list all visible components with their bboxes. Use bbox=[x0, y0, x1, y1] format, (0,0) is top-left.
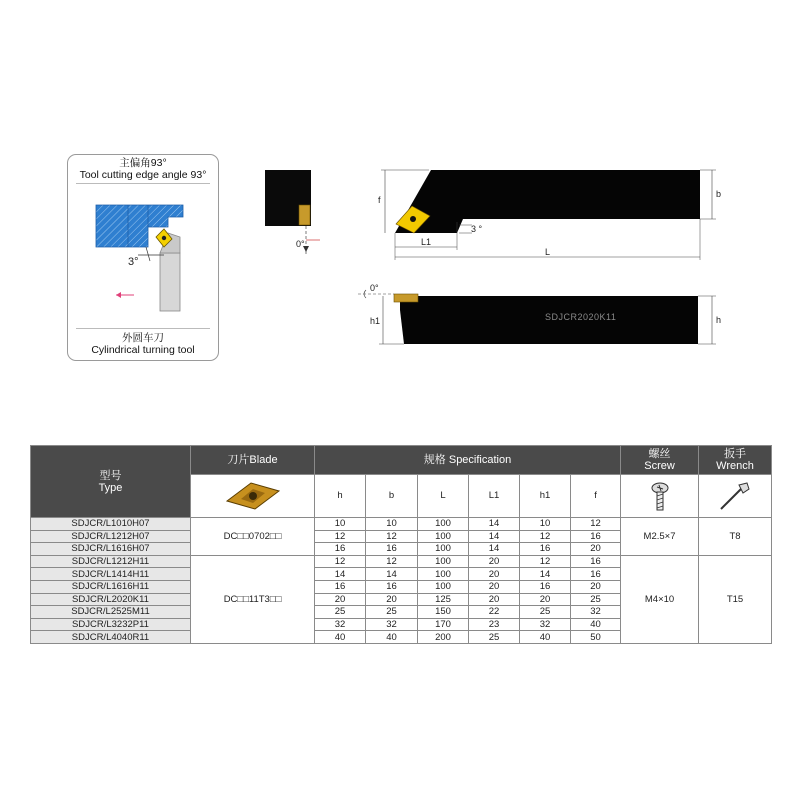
wrench-header-cn: 扳手 bbox=[724, 448, 747, 460]
cell-h1: 10 bbox=[520, 518, 571, 531]
wrench-header-en: Wrench bbox=[716, 460, 754, 472]
table-row-type: SDJCR/L1414H11 bbox=[31, 568, 191, 581]
cell-L: 200 bbox=[418, 631, 469, 644]
cell-L1: 20 bbox=[469, 568, 520, 581]
dim-h-label: h bbox=[716, 315, 722, 325]
cell-h: 25 bbox=[315, 606, 366, 619]
front-insert-icon bbox=[299, 205, 310, 225]
table-row-type: SDJCR/L1616H11 bbox=[31, 580, 191, 593]
cell-h: 40 bbox=[315, 631, 366, 644]
dim-L-label: L bbox=[545, 247, 551, 257]
cell-L1: 23 bbox=[469, 618, 520, 631]
cell-L1: 25 bbox=[469, 631, 520, 644]
dim-b-label: b bbox=[716, 189, 722, 199]
cell-h: 20 bbox=[315, 593, 366, 606]
wrench-cell: T8 bbox=[699, 518, 772, 556]
type-header bbox=[31, 446, 191, 518]
cell-h: 32 bbox=[315, 618, 366, 631]
type-header-cn: 型号 bbox=[99, 469, 122, 482]
table-row-type: SDJCR/L2020K11 bbox=[31, 593, 191, 606]
cell-h1: 20 bbox=[520, 593, 571, 606]
cell-f: 32 bbox=[571, 606, 621, 619]
table-row-type: SDJCR/L1616H07 bbox=[31, 543, 191, 556]
card-title-cn: 主偏角93° bbox=[119, 157, 167, 169]
cell-L: 125 bbox=[418, 593, 469, 606]
dim-h1-label: h1 bbox=[370, 316, 381, 326]
cell-h1: 25 bbox=[520, 606, 571, 619]
type-header-en: Type bbox=[98, 481, 123, 494]
side-angle-label: 0° bbox=[370, 283, 379, 293]
blade-image bbox=[191, 475, 315, 518]
cell-h1: 32 bbox=[520, 618, 571, 631]
col-b: b bbox=[366, 475, 418, 518]
wrench-image bbox=[699, 475, 772, 518]
cell-h1: 12 bbox=[520, 555, 571, 568]
cell-L1: 20 bbox=[469, 580, 520, 593]
table-row-type: SDJCR/L2525M11 bbox=[31, 606, 191, 619]
cell-L1: 20 bbox=[469, 555, 520, 568]
cell-b: 12 bbox=[366, 555, 418, 568]
table-row-type: SDJCR/L1212H07 bbox=[31, 530, 191, 543]
cell-b: 40 bbox=[366, 631, 418, 644]
cell-h1: 16 bbox=[520, 580, 571, 593]
cell-b: 10 bbox=[366, 518, 418, 531]
cell-h1: 12 bbox=[520, 530, 571, 543]
front-view bbox=[265, 170, 320, 256]
cell-f: 16 bbox=[571, 568, 621, 581]
cell-f: 16 bbox=[571, 530, 621, 543]
screw-image bbox=[621, 475, 699, 518]
col-L1: L1 bbox=[469, 475, 520, 518]
wrench-icon bbox=[715, 479, 755, 513]
dim-L1-label: L1 bbox=[421, 237, 432, 247]
dim-f-label: f bbox=[378, 195, 381, 205]
cell-L1: 14 bbox=[469, 530, 520, 543]
col-h: h bbox=[315, 475, 366, 518]
wrench-cell: T15 bbox=[699, 555, 772, 643]
table-row-type: SDJCR/L1010H07 bbox=[31, 518, 191, 531]
side-insert-icon bbox=[394, 294, 418, 302]
cell-L: 100 bbox=[418, 555, 469, 568]
cell-f: 25 bbox=[571, 593, 621, 606]
cell-L: 100 bbox=[418, 543, 469, 556]
cell-L: 150 bbox=[418, 606, 469, 619]
cell-f: 20 bbox=[571, 543, 621, 556]
cell-f: 20 bbox=[571, 580, 621, 593]
engraving-text: SDJCR2020K11 bbox=[545, 312, 617, 322]
cell-L: 100 bbox=[418, 580, 469, 593]
blade-header: 刀片Blade bbox=[191, 446, 315, 475]
cell-b: 12 bbox=[366, 530, 418, 543]
spec-table bbox=[30, 445, 772, 644]
cell-L1: 14 bbox=[469, 518, 520, 531]
cell-f: 12 bbox=[571, 518, 621, 531]
cell-h1: 16 bbox=[520, 543, 571, 556]
cell-b: 20 bbox=[366, 593, 418, 606]
blade-cell: DC□□0702□□ bbox=[191, 518, 315, 556]
cell-h: 16 bbox=[315, 580, 366, 593]
cell-h1: 14 bbox=[520, 568, 571, 581]
cell-L1: 14 bbox=[469, 543, 520, 556]
cell-h: 10 bbox=[315, 518, 366, 531]
cell-h: 12 bbox=[315, 530, 366, 543]
cell-L: 170 bbox=[418, 618, 469, 631]
cell-b: 16 bbox=[366, 543, 418, 556]
card-footer-en: Cylindrical turning tool bbox=[91, 344, 195, 356]
blade-insert-icon bbox=[221, 479, 285, 513]
cell-b: 16 bbox=[366, 580, 418, 593]
top-angle-label: 3 ° bbox=[471, 224, 483, 234]
cell-b: 25 bbox=[366, 606, 418, 619]
cell-h: 12 bbox=[315, 555, 366, 568]
cell-L1: 22 bbox=[469, 606, 520, 619]
table-row-type: SDJCR/L3232P11 bbox=[31, 618, 191, 631]
screw-cell: M4×10 bbox=[621, 555, 699, 643]
cell-h1: 40 bbox=[520, 631, 571, 644]
cell-h: 16 bbox=[315, 543, 366, 556]
cell-L: 100 bbox=[418, 568, 469, 581]
screw-header-cn: 螺丝 bbox=[648, 448, 671, 460]
col-f: f bbox=[571, 475, 621, 518]
cell-L: 100 bbox=[418, 530, 469, 543]
cell-f: 40 bbox=[571, 618, 621, 631]
table-row-type: SDJCR/L1212H11 bbox=[31, 555, 191, 568]
screw-header bbox=[621, 446, 699, 475]
card-footer-cn: 外圆车刀 bbox=[122, 332, 164, 344]
cell-L1: 20 bbox=[469, 593, 520, 606]
card-angle-label: 3° bbox=[128, 256, 139, 268]
table-row-type: SDJCR/L4040R11 bbox=[31, 631, 191, 644]
card-title-en: Tool cutting edge angle 93° bbox=[79, 169, 207, 181]
cell-h: 14 bbox=[315, 568, 366, 581]
wrench-header bbox=[699, 446, 772, 475]
cell-f: 50 bbox=[571, 631, 621, 644]
side-view bbox=[358, 290, 716, 344]
spec-header: 规格 Specification bbox=[315, 446, 621, 475]
cell-b: 14 bbox=[366, 568, 418, 581]
screw-icon bbox=[645, 479, 675, 513]
blade-cell: DC□□11T3□□ bbox=[191, 555, 315, 643]
top-view-body bbox=[395, 170, 700, 233]
col-h1: h1 bbox=[520, 475, 571, 518]
col-L: L bbox=[418, 475, 469, 518]
cell-b: 32 bbox=[366, 618, 418, 631]
screw-header-en: Screw bbox=[644, 460, 675, 472]
screw-cell: M2.5×7 bbox=[621, 518, 699, 556]
cell-f: 16 bbox=[571, 555, 621, 568]
cell-L: 100 bbox=[418, 518, 469, 531]
front-angle-label: 0° bbox=[296, 239, 305, 249]
